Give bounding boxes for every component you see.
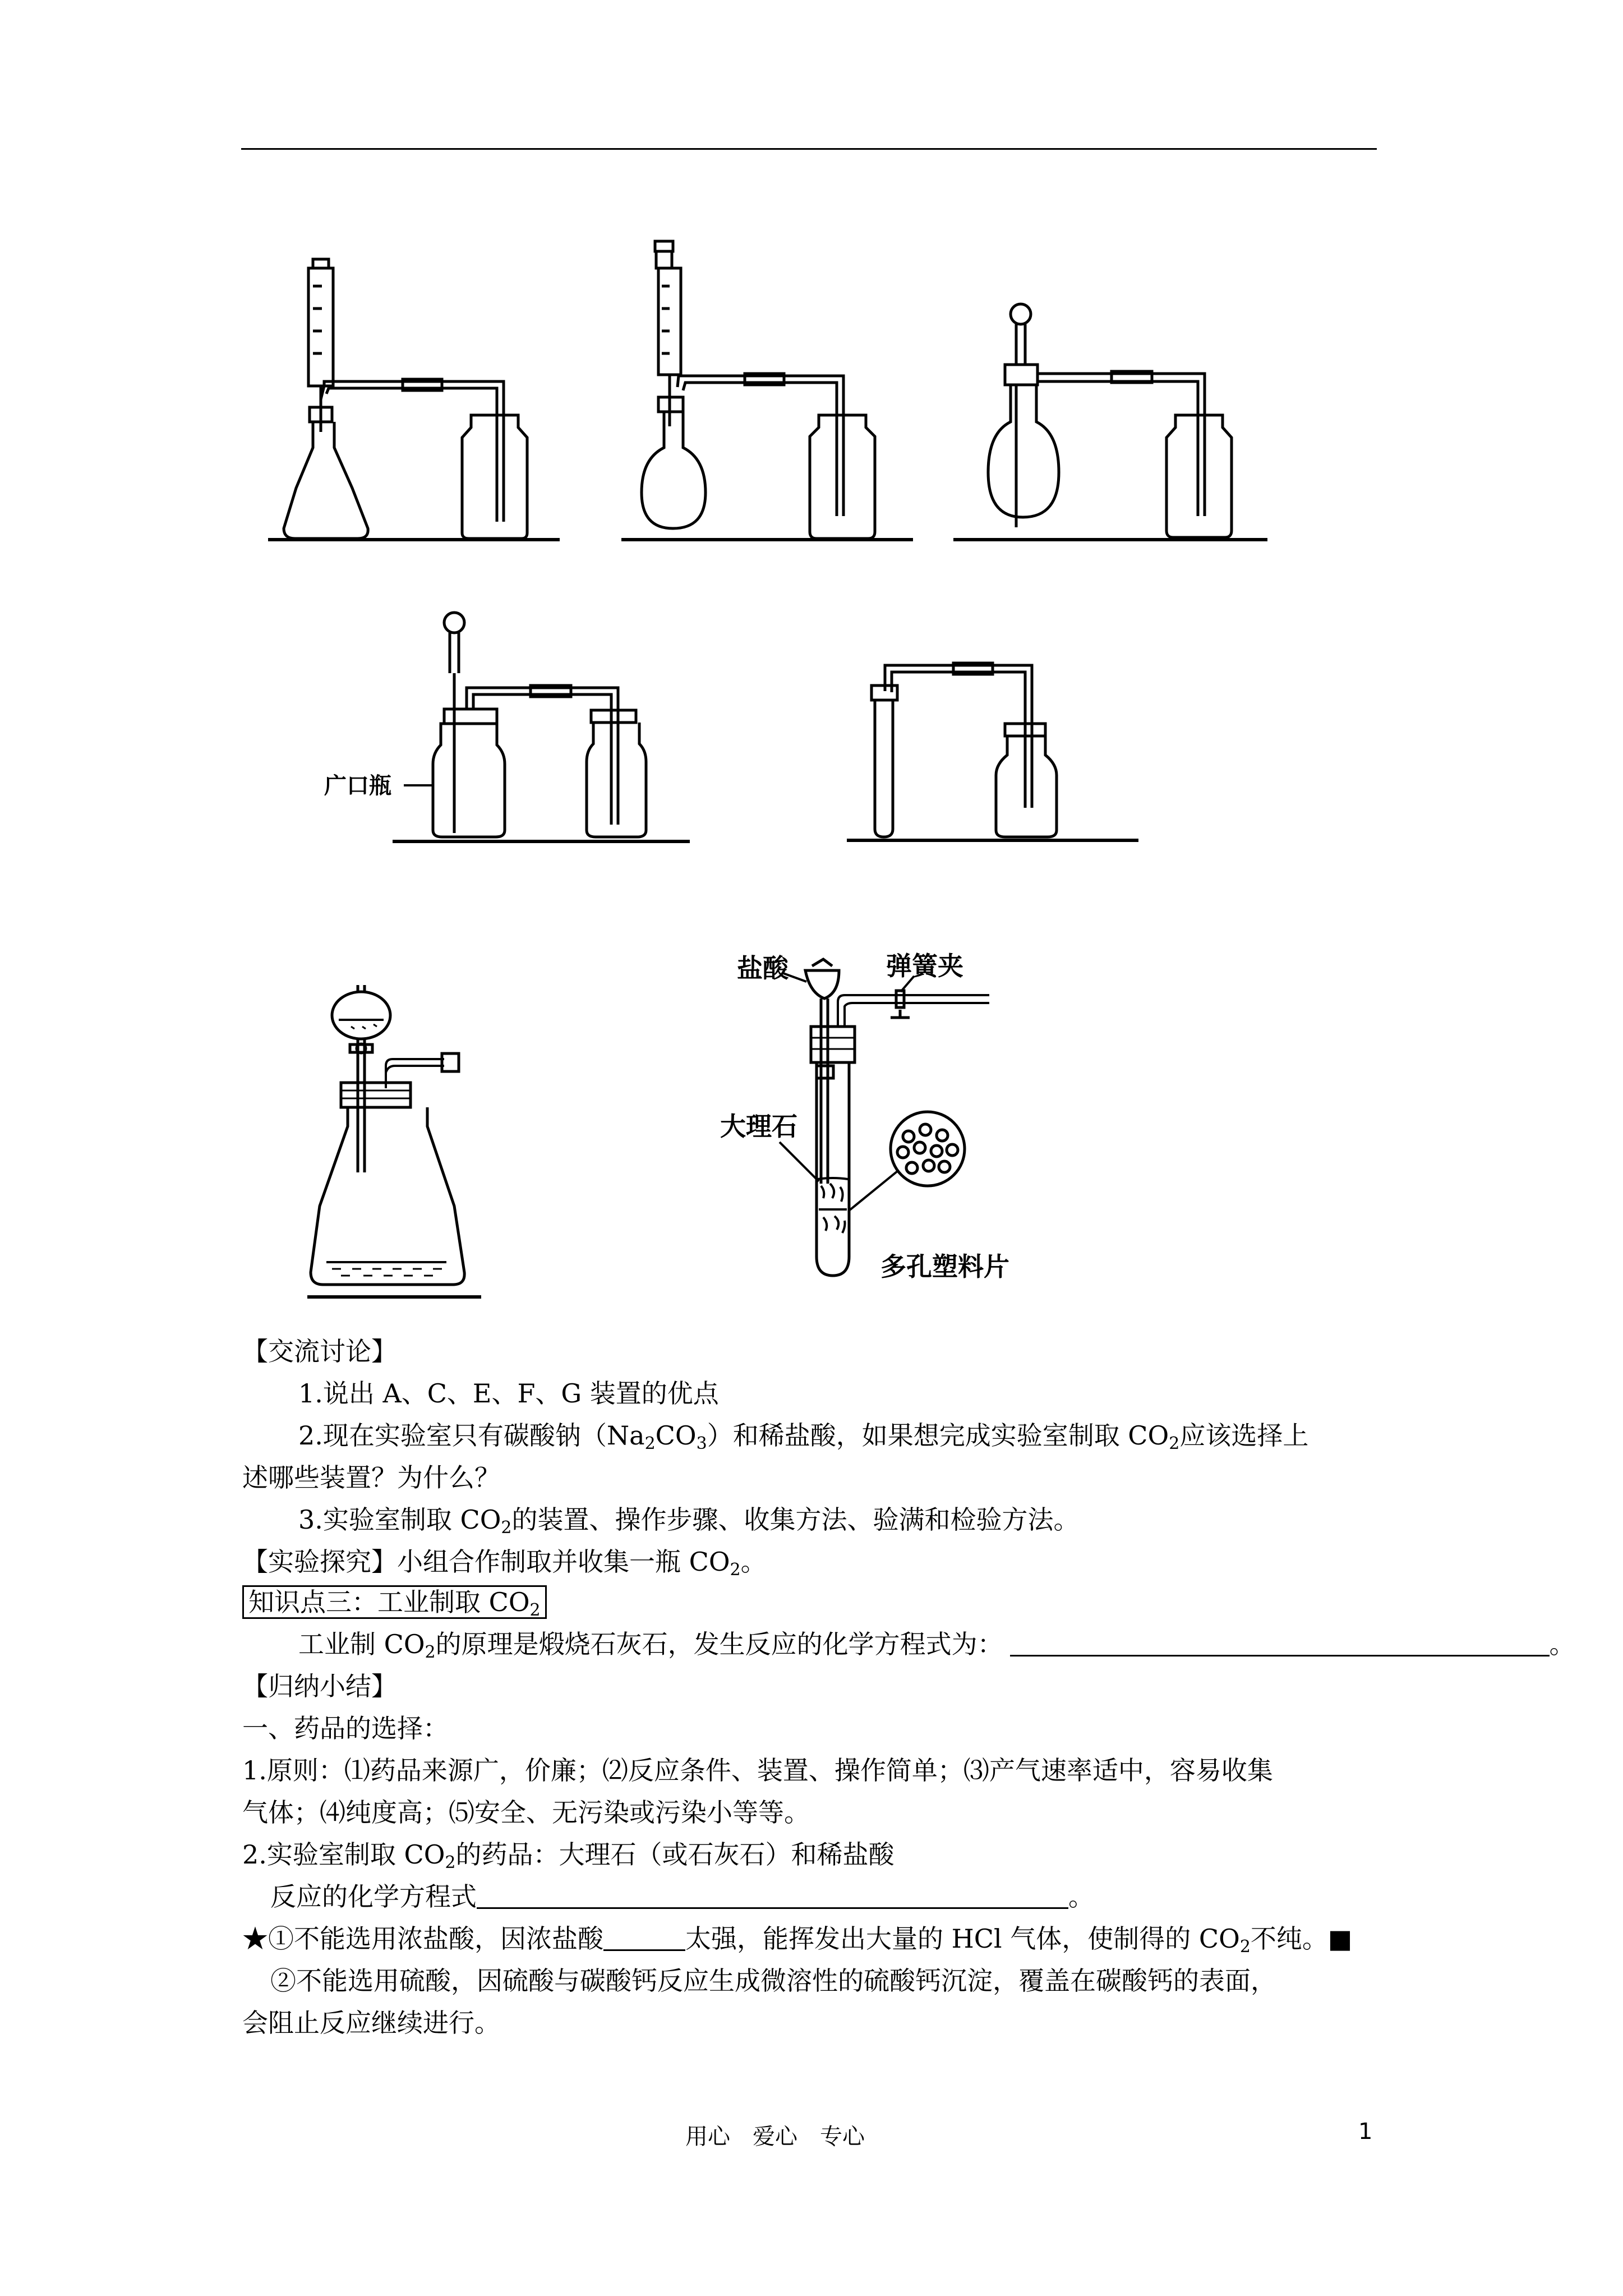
answer-blank-reaction-equation[interactable]	[477, 1883, 1068, 1909]
apparatus-testtube-bottle	[847, 645, 1138, 845]
label-porous-plastic: 多孔塑料片	[880, 1251, 1009, 1282]
experiment-explore: 【实验探究】小组合作制取并收集一瓶 $CO_2$。	[242, 1547, 767, 1580]
principle-line-2: 气体；⑷纯度高；⑸安全、无污染或污染小等等。	[242, 1797, 810, 1828]
footer-motto: 用心 爱心 专心	[685, 2124, 865, 2150]
reagents-line: 2.实验室制取 $CO_2$的药品：大理石（或石灰石）和稀盐酸	[242, 1839, 895, 1872]
apparatus-funnel-roundflask	[953, 303, 1267, 550]
question-2-cont: 述哪些装置？为什么？	[242, 1462, 500, 1493]
apparatus-kipp-simple	[712, 948, 1026, 1296]
apparatus-funnel-widemouth-bottle	[314, 595, 695, 846]
equation-line: 反应的化学方程式 。	[270, 1881, 1094, 1912]
summary-heading: 【归纳小结】	[242, 1671, 397, 1701]
industry-principle: 工业制 $CO_2$的原理是煅烧石灰石，发生反应的化学方程式为： 。	[298, 1629, 1575, 1662]
label-marble: 大理石	[720, 1111, 797, 1142]
note-2-line-2: 会阻止反应继续进行。	[242, 2008, 500, 2038]
answer-blank-volatility[interactable]	[603, 1925, 685, 1951]
page-number: 1	[1358, 2119, 1373, 2145]
section-1-heading: 一、药品的选择：	[242, 1713, 449, 1743]
header-rule	[241, 148, 1377, 150]
note-2-line-1: ②不能选用硫酸，因硫酸与碳酸钙反应生成微溶性的硫酸钙沉淀，覆盖在碳酸钙的表面，	[270, 1966, 1276, 1996]
label-hydrochloric-acid: 盐酸	[737, 953, 789, 983]
question-1: 1.说出 A、C、E、F、G 装置的优点	[298, 1378, 719, 1409]
discussion-heading: 【交流讨论】	[242, 1336, 397, 1366]
principle-line-1: 1.原则：⑴药品来源广，价廉；⑵反应条件、装置、操作简单；⑶产气速率适中，容易收集	[242, 1755, 1273, 1786]
apparatus-separatory-funnel-erlenmeyer	[307, 982, 515, 1301]
answer-blank-industry-equation[interactable]	[1010, 1630, 1550, 1657]
question-2: 2.现在实验室只有碳酸钠$(Na_2CO_3)$和稀盐酸，如果想完成实验室制取 $CO_2$应该选择上	[298, 1420, 1309, 1453]
apparatus-syringe-erlenmeyer	[268, 247, 560, 550]
label-spring-clamp: 弹簧夹	[886, 951, 963, 981]
knowledge-point-3: 知识点三：工业制取 $CO_2$	[242, 1581, 547, 1623]
question-3: 3.实验室制取 $CO_2$的装置、操作步骤、收集方法、验满和检验方法。	[298, 1504, 1080, 1538]
note-1: ★①不能选用浓盐酸，因浓盐酸 太强，能挥发出大量的 HCl 气体，使制得的 $CO_2$不纯。■	[242, 1924, 1353, 1957]
apparatus-syringe-roundflask	[621, 236, 913, 550]
label-wide-mouth-bottle: 广口瓶	[324, 773, 391, 799]
